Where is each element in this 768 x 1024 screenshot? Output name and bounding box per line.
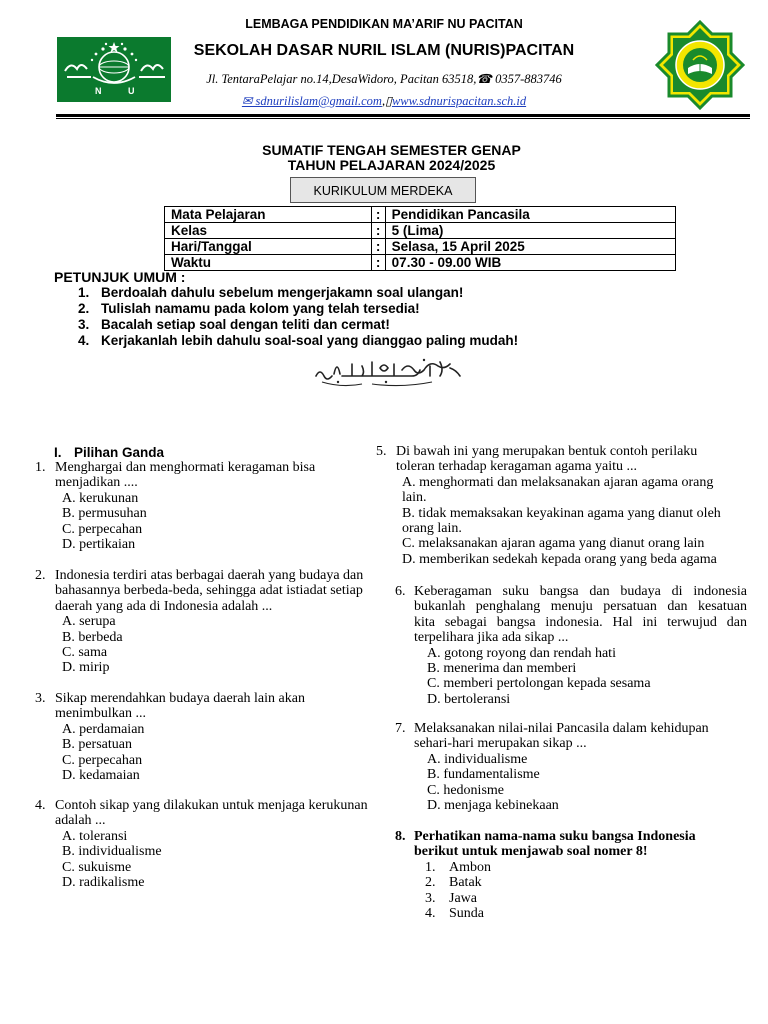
instruction-text: Berdoalah dahulu sebelum mengerjakamn soal ulangan! [101, 285, 464, 300]
answer-option[interactable]: D. bertoleransi [427, 691, 511, 707]
institution-name: LEMBAGA PENDIDIKAN MA’ARIF NU PACITAN [245, 17, 523, 31]
section-heading [54, 445, 164, 460]
info-row [165, 223, 676, 239]
answer-option[interactable]: C. sukuisme [62, 859, 132, 875]
answer-option[interactable]: C. hedonisme [427, 782, 504, 798]
question-text: sehari-hari merupakan sikap ... [414, 736, 587, 752]
header-rule-thick [56, 114, 750, 117]
instruction-text: Kerjakanlah lebih dahulu soal-soal yang dianggao paling mudah! [101, 333, 519, 348]
answer-option[interactable]: B. individualisme [62, 844, 162, 860]
instruction-number: 1. [78, 285, 90, 300]
answer-option[interactable]: C. perpecahan [62, 521, 143, 537]
tribe-name: Sunda [449, 906, 484, 921]
instruction-item [78, 285, 518, 301]
question-text: Menghargai dan menghormati keragaman bisa [55, 460, 316, 475]
info-label: Waktu [165, 255, 372, 271]
exam-title: SUMATIF TENGAH SEMESTER GENAP [262, 142, 521, 158]
answer-option[interactable]: C. sama [62, 645, 108, 660]
tribe-list-item [425, 875, 482, 890]
basmala-calligraphy [312, 352, 466, 392]
instruction-item [78, 317, 518, 333]
question-text: daerah yang ada di Indonesia adalah ... [55, 598, 273, 614]
info-colon: : [371, 207, 385, 223]
info-row [165, 207, 676, 223]
tribe-list-number: 1. [425, 859, 436, 875]
instruction-item [78, 333, 518, 349]
info-colon: : [371, 255, 385, 271]
info-label: Kelas [165, 223, 372, 239]
answer-option[interactable]: A. individualisme [427, 751, 528, 767]
question-number: 6. [395, 584, 406, 599]
tribe-name: Batak [449, 875, 482, 891]
svg-text:N: N [95, 86, 102, 96]
answer-option[interactable]: D. radikalisme [62, 875, 145, 890]
info-colon: : [371, 223, 385, 239]
instruction-text: Tulislah namamu pada kolom yang telah tersedia! [101, 301, 420, 316]
info-value: 5 (Lima) [385, 223, 675, 239]
question-text: Keberagaman suku bangsa dan budaya di indonesia [414, 584, 747, 599]
answer-option[interactable]: D. mirip [62, 660, 110, 676]
school-name: SEKOLAH DASAR NURIL ISLAM (NURIS)PACITAN [193, 42, 575, 59]
tribe-list-item [425, 906, 484, 921]
answer-option[interactable]: B. menerima dan memberi [427, 661, 577, 676]
question-text: bahasannya berbeda-beda, sehingga adat istiadat setiap [55, 583, 363, 599]
tribe-list-number: 4. [425, 906, 436, 921]
header-rule-thin [56, 118, 750, 119]
info-row [165, 255, 676, 271]
question-text: Perhatikan nama-nama suku bangsa Indonesia [414, 829, 696, 844]
question-text: toleran terhadap keragaman agama yaitu ... [396, 459, 637, 475]
answer-option[interactable]: D. memberikan sedekah kepada orang yang beda agama [402, 551, 717, 567]
answer-option[interactable]: B. persatuan [62, 737, 132, 753]
question-text: Melaksanakan nilai-nilai Pancasila dalam kehidupan [414, 721, 709, 736]
section-title: Pilihan Ganda [74, 445, 165, 460]
answer-option[interactable]: A. kerukunan [62, 490, 139, 506]
question-text: menjadikan .... [55, 475, 138, 491]
school-contact [0, 93, 768, 109]
question-number: 1. [35, 460, 46, 475]
answer-option[interactable]: B. tidak memaksakan keyakinan agama yang dianut oleh [402, 505, 721, 521]
section-number: I. [54, 445, 62, 460]
info-value: 07.30 - 09.00 WIB [385, 255, 675, 271]
question-text: berikut untuk menjawab soal nomer 8! [414, 844, 648, 860]
email-link[interactable]: ✉ sdnurilislam@gmail.com [241, 94, 382, 108]
info-label: Mata Pelajaran [165, 207, 372, 223]
question-text: menimbulkan ... [55, 706, 146, 722]
svg-text:U: U [128, 86, 135, 96]
answer-option[interactable]: A. perdamaian [62, 721, 145, 737]
answer-option[interactable]: orang lain. [402, 521, 462, 536]
question-text: kita sebagai bangsa indonesia. Hal ini terwujud dan [414, 614, 747, 630]
tribe-list-item [425, 891, 477, 906]
instruction-number: 4. [78, 333, 90, 348]
curriculum-box: KURIKULUM MERDEKA [290, 177, 476, 203]
tribe-list-number: 2. [425, 875, 436, 891]
info-label: Hari/Tanggal [165, 239, 372, 255]
answer-option[interactable]: B. permusuhan [62, 506, 147, 522]
info-value: Selasa, 15 April 2025 [385, 239, 675, 255]
answer-option[interactable]: A. gotong royong dan rendah hati [427, 645, 616, 661]
instruction-text: Bacalah setiap soal dengan teliti dan cermat! [101, 317, 390, 332]
website-link[interactable]: www.sdnurispacitan.sch.id [391, 94, 527, 108]
answer-option[interactable]: C. memberi pertolongan kepada sesama [427, 676, 651, 692]
question-text: terpelihara jika ada sikap ... [414, 630, 569, 646]
answer-option[interactable]: C. perpecahan [62, 752, 143, 768]
answer-option[interactable]: B. fundamentalisme [427, 767, 540, 783]
question-text: adalah ... [55, 813, 106, 829]
answer-option[interactable]: D. pertikaian [62, 537, 136, 552]
answer-option[interactable]: A. toleransi [62, 828, 128, 844]
info-row [165, 239, 676, 255]
question-text: Sikap merendahkan budaya daerah lain akan [55, 691, 305, 706]
info-value: Pendidikan Pancasila [385, 207, 675, 223]
exam-year: TAHUN PELAJARAN 2024/2025 [287, 157, 496, 173]
instruction-number: 2. [78, 301, 90, 316]
school-address: Jl. TentaraPelajar no.14,DesaWidoro, Pacitan 63518,☎ 0357-883746 [206, 72, 562, 86]
exam-info-table [164, 206, 676, 271]
answer-option[interactable]: A. menghormati dan melaksanakan ajaran agama orang [402, 474, 714, 490]
question-number: 3. [35, 691, 46, 706]
instructions-list [78, 285, 518, 349]
question-text: bukanlah penghalang menuju persatuan dan kesatuan [414, 599, 747, 615]
answer-option[interactable]: A. serupa [62, 614, 116, 630]
info-colon: : [371, 239, 385, 255]
tribe-list-item [425, 860, 491, 875]
question-number: 7. [395, 721, 406, 736]
answer-option[interactable]: D. kedamaian [62, 768, 140, 783]
question-number: 2. [35, 568, 46, 583]
question-number: 8. [395, 829, 406, 844]
question-text: Contoh sikap yang dilakukan untuk menjaga kerukunan [55, 798, 368, 813]
question-text: Indonesia terdiri atas berbagai daerah yang budaya dan [55, 568, 364, 583]
school-logo [655, 20, 745, 110]
instruction-item [78, 301, 518, 317]
answer-option[interactable]: D. menjaga kebinekaan [427, 798, 559, 813]
answer-option[interactable]: C. melaksanakan ajaran agama yang dianut orang lain [402, 536, 705, 552]
contact-separator: ,▯ [381, 94, 392, 108]
tribe-name: Jawa [449, 890, 477, 906]
instructions-heading: PETUNJUK UMUM : [54, 269, 186, 285]
question-text: Di bawah ini yang merupakan bentuk contoh perilaku [396, 444, 698, 459]
instruction-number: 3. [78, 317, 90, 332]
tribe-name: Ambon [449, 859, 491, 875]
question-number: 4. [35, 798, 46, 813]
answer-option[interactable]: B. berbeda [62, 629, 123, 645]
answer-option[interactable]: lain. [402, 490, 427, 506]
tribe-list-number: 3. [425, 890, 436, 906]
question-number: 5. [376, 444, 387, 459]
